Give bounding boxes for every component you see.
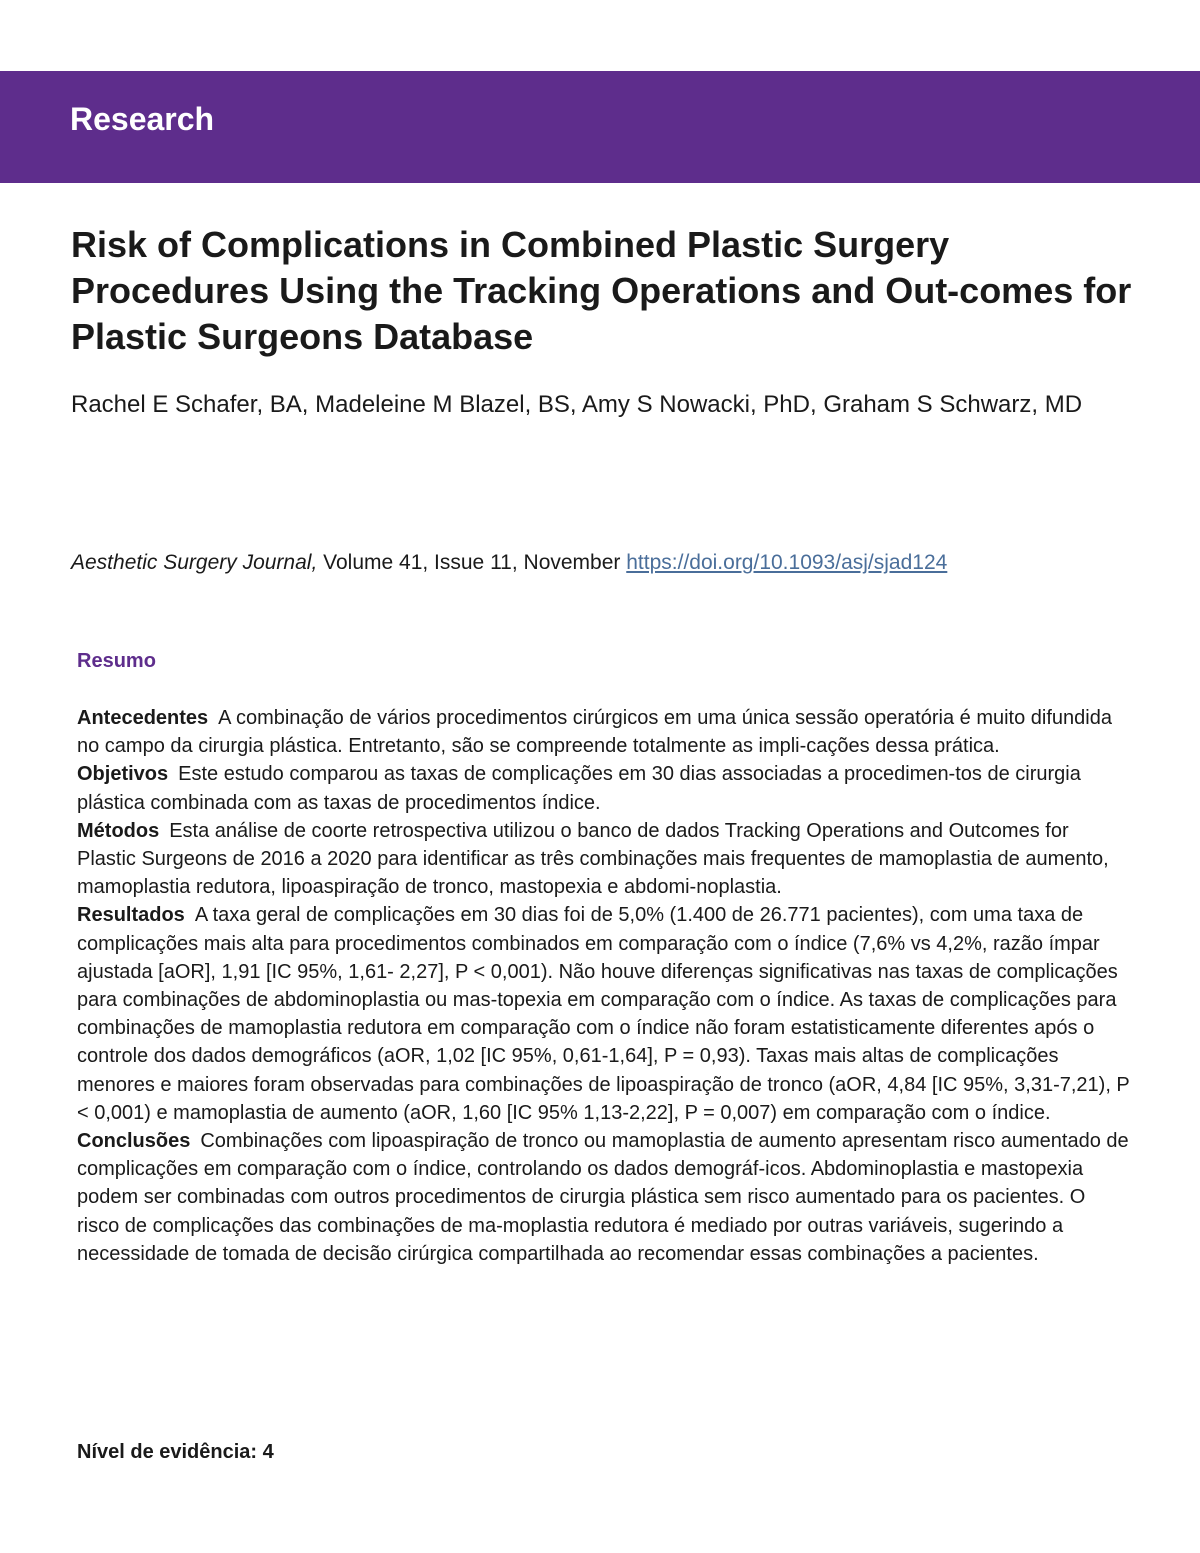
section-label-background: Antecedentes bbox=[77, 707, 209, 729]
doi-link[interactable]: https://doi.org/10.1093/asj/sjad124 bbox=[626, 551, 948, 574]
section-label-results: Resultados bbox=[77, 904, 185, 927]
abstract-section-methods bbox=[77, 817, 1133, 902]
section-text-conclusions: Combinações com lipoaspiração de tronco ou mamoplastia de aumento apresentam risco aumentado de complicações em comparação com o índice, controlando os dados demográf-icos. Abdominoplastia e mastopexia podem ser combinadas com outros procedimentos de cirurgia plástica sem risco aumentado para os pacientes. O risco de complicações das combinações de ma-moplastia redutora é mediado por outras variáveis, sugerindo a necessidade de tomada de decisão cirúrgica compartilhada ao recomendar essas combinações a pacientes. bbox=[77, 1130, 1129, 1265]
abstract-section-results bbox=[77, 901, 1133, 1127]
author-list: Rachel E Schafer, BA, Madeleine M Blazel, BS, Amy S Nowacki, PhD, Graham S Schwarz, MD bbox=[71, 391, 1083, 418]
article-title: Risk of Complications in Combined Plastic Surgery Procedures Using the Tracking Operations and Out-comes for Plastic Surgeons Database bbox=[71, 224, 1132, 357]
section-text-methods: Esta análise de coorte retrospectiva utilizou o banco de dados Tracking Operations and Outcomes for Plastic Surgeons de 2016 a 2020 para identificar as três combinações mais frequentes de mamoplastia de aumento, mamoplastia redutora, lipoaspiração de tronco, mastopexia e abdomi-noplastia. bbox=[77, 819, 1109, 899]
citation bbox=[71, 548, 1171, 578]
citation-details: Volume 41, Issue 11, November bbox=[317, 551, 627, 574]
abstract-body bbox=[77, 704, 1133, 1268]
journal-name: Aesthetic Surgery Journal, bbox=[71, 551, 318, 574]
section-label: Research bbox=[70, 101, 215, 137]
section-text-results: A taxa geral de complicações em 30 dias foi de 5,0% (1.400 de 26.771 pacientes), com uma taxa de complicações mais alta para procedimentos combinados em comparação com o índice (7,6% vs 4,2%, razão ímpar ajustada [aOR], 1,91 [IC 95%, 1,61- 2,27], P < 0,001). Não houve diferenças significativas nas taxas de complicações para combinações de abdominoplastia ou mas-topexia em comparação com o índice. As taxas de complicações para combinações de mamoplastia redutora em comparação com o índice não foram estatisticamente diferentes após o controle dos dados demográficos (aOR, 1,02 [IC 95%, 0,61-1,64], P = 0,93). Taxas mais altas de complicações menores e maiores foram observadas para combinações de lipoaspiração de tronco (aOR, 4,84 [IC 95%, 3,31-7,21), P < 0,001) e mamoplastia de aumento (aOR, 1,60 [IC 95% 1,13-2,22], P = 0,007) em comparação com o índice. bbox=[77, 904, 1130, 1124]
abstract-section-objectives bbox=[77, 760, 1133, 816]
abstract-section-background bbox=[77, 704, 1133, 760]
abstract-heading: Resumo bbox=[77, 650, 156, 672]
section-text-background: A combinação de vários procedimentos cirúrgicos em uma única sessão operatória é muito difundida no campo da cirurgia plástica. Entretanto, são se compreende totalmente as impli-cações dessa prática. bbox=[77, 707, 1112, 758]
abstract-section-conclusions bbox=[77, 1127, 1133, 1268]
section-text-objectives: Este estudo comparou as taxas de complicações em 30 dias associadas a procedimen-tos de cirurgia plástica combinada com as taxas de procedimentos índice. bbox=[77, 763, 1081, 814]
section-label-objectives: Objetivos bbox=[77, 763, 169, 786]
evidence-level: Nível de evidência: 4 bbox=[77, 1441, 274, 1463]
section-label-conclusions: Conclusões bbox=[77, 1130, 191, 1153]
section-label-methods: Métodos bbox=[77, 819, 160, 842]
